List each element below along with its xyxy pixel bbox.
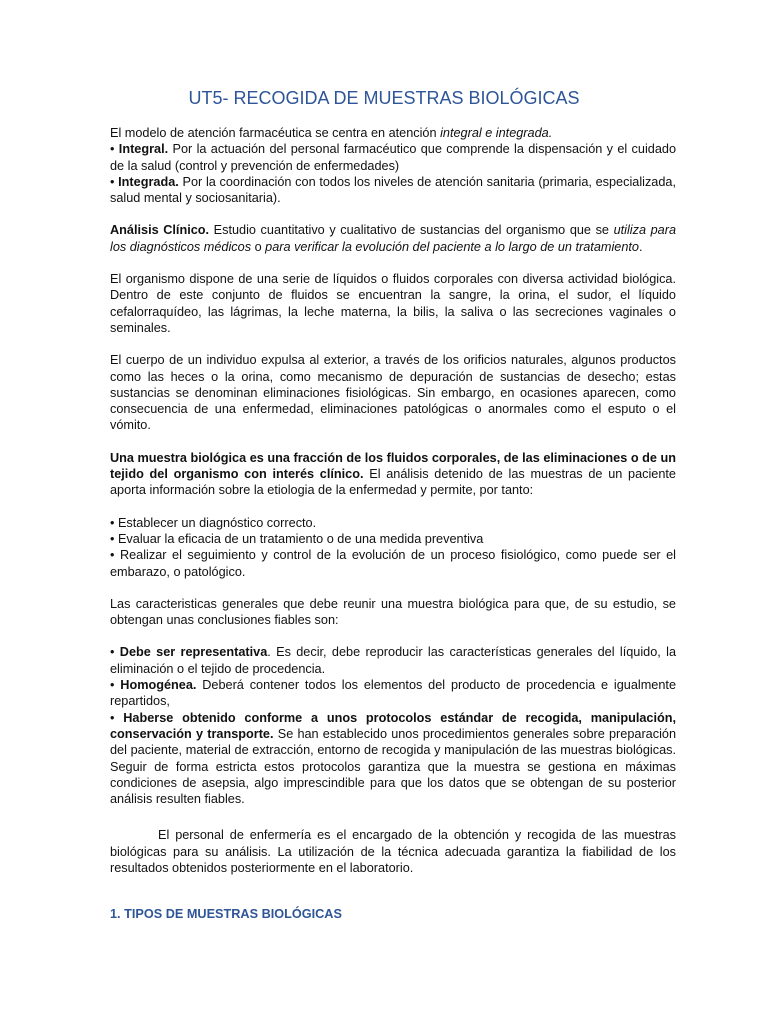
bullet-representativa bbox=[110, 644, 676, 677]
bullet-term: Haberse obtenido conforme a unos protocolos estándar de recogida, manipulación, conservación y transporte. bbox=[110, 710, 677, 741]
bullet-term: Integrada. bbox=[118, 174, 179, 189]
bullet-integrada bbox=[110, 174, 676, 207]
bullet-diagnostico: • Establecer un diagnóstico correcto. bbox=[110, 515, 317, 530]
bullet-mark: • bbox=[110, 710, 124, 725]
muestra-text: El análisis detenido de las muestras de un paciente aporta información sobre la etiologia de la enfermedad y permite, por tanto: bbox=[110, 467, 676, 498]
bullet-text: . Es decir, debe reproducir las características generales del líquido, la eliminación o el tejido de procedencia. bbox=[110, 645, 677, 676]
muestra-definition-paragraph bbox=[110, 450, 676, 499]
muestra-definition: Una muestra biológica es una fracción de los fluidos corporales, de las eliminaciones o de un tejido del organismo con interés clínico. bbox=[110, 450, 676, 482]
section-heading: 1. TIPOS DE MUESTRAS BIOLÓGICAS bbox=[110, 907, 342, 922]
bullet-text: Por la coordinación con todos los niveles de atención sanitaria (primaria, especializada, salud mental y sociosanitaria). bbox=[110, 174, 677, 206]
bullet-text: Se han establecido unos procedimientos generales sobre preparación del paciente, material de extracción, entorno de recogida y manipulación de las muestras biológicas. Seguir de forma estricta estos protocolos garantiza que la muestra se gestiona en máximas condiciones de asepsia, algo imprescindible para que los datos que se obtengan de su posterior análisis resulten fiables. bbox=[110, 726, 676, 807]
caracteristicas-paragraph: Las caracteristicas generales que debe reunir una muestra biológica para que, de su estudio, se obtengan unas conclusiones fiables son: bbox=[110, 596, 676, 628]
bullet-text: Deberá contener todos los elementos del producto de procedencia e igualmente repartidos, bbox=[110, 678, 676, 709]
intro-text: El modelo de atención farmacéutica se centra en atención bbox=[110, 126, 441, 140]
page-title: UT5- RECOGIDA DE MUESTRAS BIOLÓGICAS bbox=[188, 88, 580, 108]
bullet-term: Debe ser representativa bbox=[119, 645, 268, 660]
bullet-text: Por la actuación del personal farmacéutico que comprende la dispensación y el cuidado de la salud (control y prevención de enfermedades) bbox=[110, 142, 677, 173]
eliminaciones-paragraph: El cuerpo de un individuo expulsa al exterior, a través de los orificios naturales, algunos productos como las heces o la orina, como mecanismo de depuración de sustancias de desecho; estas sustancias se denominan eliminaciones fisiológicas. Sin embargo, en ocasiones aparecen, como consecuencia de una enfermedad, eliminaciones patológicas o anormales como el esputo o el vómito. bbox=[110, 353, 676, 433]
bullet-protocolos bbox=[110, 710, 676, 808]
analisis-emphasis: para verificar la evolución del paciente a lo largo de un tratamiento bbox=[265, 239, 639, 254]
bullet-mark: • bbox=[110, 174, 119, 189]
analisis-text: Estudio cuantitativo y cualitativo de sustancias del organismo que se bbox=[209, 223, 614, 238]
bullet-mark: • bbox=[110, 678, 121, 693]
bullet-mark: • bbox=[110, 645, 120, 660]
analisis-emphasis: utiliza para los diagnósticos médicos bbox=[110, 223, 676, 254]
bullet-mark: • bbox=[110, 142, 119, 157]
analisis-text: . bbox=[638, 239, 643, 254]
analisis-clinico-paragraph bbox=[110, 222, 676, 255]
bullet-eficacia: • Evaluar la eficacia de un tratamiento o de una medida preventiva bbox=[110, 531, 484, 546]
enfermeria-paragraph: El personal de enfermería es el encargado de la obtención y recogida de las muestras biológicas para su análisis. La utilización de la técnica adecuada garantiza la fiabilidad de los resultados obtenidos posteriormente en el laboratorio. bbox=[110, 828, 676, 875]
intro-emphasis: integral e integrada. bbox=[440, 126, 553, 140]
bullet-integral bbox=[110, 141, 676, 174]
analisis-term: Análisis Clínico. bbox=[110, 223, 210, 238]
bullet-seguimiento: • Realizar el seguimiento y control de la evolución de un proceso fisiológico, como puede ser el embarazo, o patológico. bbox=[110, 548, 676, 579]
bullet-term: Integral. bbox=[118, 142, 169, 157]
intro-paragraph bbox=[110, 125, 676, 141]
bullet-term: Homogénea. bbox=[120, 678, 197, 693]
fluidos-paragraph: El organismo dispone de una serie de líquidos o fluidos corporales con diversa actividad biológica. Dentro de este conjunto de fluidos se encuentran la sangre, la orina, el sudor, el líquido cefalorraquídeo, las lágrimas, la leche materna, la bilis, la saliva o las secreciones vaginales o seminales. bbox=[110, 272, 676, 335]
bullet-homogenea bbox=[110, 677, 676, 710]
document-body bbox=[110, 125, 676, 922]
analisis-text: o bbox=[251, 239, 266, 254]
